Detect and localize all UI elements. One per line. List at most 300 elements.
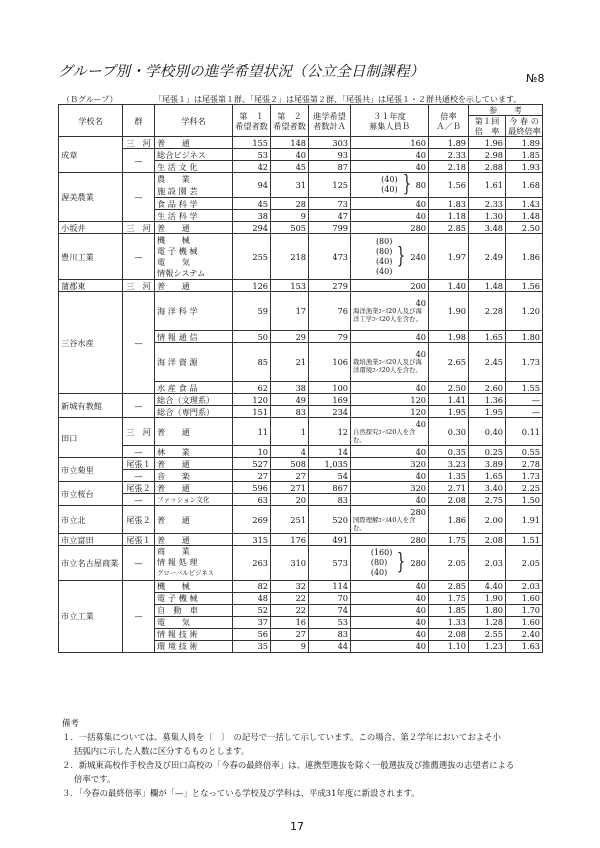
first-round-ratio: 1.48 — [469, 280, 506, 292]
ratio-cell: 2.33 — [429, 149, 469, 161]
total-count: 83 — [309, 494, 351, 506]
second-choice-count: 218 — [271, 234, 309, 280]
first-choice-count: 269 — [233, 506, 271, 534]
header-row — [59, 105, 543, 116]
second-choice-count: 38 — [271, 382, 309, 394]
footer-page-number: 17 — [290, 820, 304, 833]
ratio-cell: 2.18 — [429, 161, 469, 173]
second-choice-count: 83 — [271, 406, 309, 418]
department-name: 機 械 電 子 機 械 電 気 情報システム — [155, 234, 233, 280]
first-choice-count: 27 — [233, 470, 271, 482]
first-choice-count: 11 — [233, 418, 271, 446]
group-cell: 三 河 — [123, 137, 155, 149]
header-ratio: 倍率 Ａ／Ｂ — [429, 105, 469, 137]
capacity-cell: 40 — [351, 592, 429, 604]
final-ratio: 1.20 — [506, 292, 543, 331]
group-cell: — — [123, 580, 155, 652]
total-count: 12 — [309, 418, 351, 446]
ratio-cell: 1.35 — [429, 470, 469, 482]
capacity-cell: 40 — [351, 161, 429, 173]
total-count: 279 — [309, 280, 351, 292]
final-ratio: 2.05 — [506, 546, 543, 581]
capacity-cell: 40 — [351, 494, 429, 506]
total-count: 520 — [309, 506, 351, 534]
school-name: 新城有教館 — [59, 394, 123, 418]
table-row — [59, 494, 543, 506]
first-choice-count: 596 — [233, 482, 271, 494]
ratio-cell: 1.41 — [429, 394, 469, 406]
first-choice-count: 315 — [233, 534, 271, 546]
second-choice-count: 27 — [271, 628, 309, 640]
final-ratio: 1.68 — [506, 173, 543, 198]
header-final-ratio: 今 春 の 最終倍率 — [506, 116, 543, 137]
ratio-cell: 1.95 — [429, 406, 469, 418]
total-count: 14 — [309, 446, 351, 458]
final-ratio: 1.60 — [506, 592, 543, 604]
capacity-cell: 40 — [351, 149, 429, 161]
department-name: 海 洋 資 源 — [155, 343, 233, 382]
second-choice-count: 29 — [271, 331, 309, 343]
second-choice-count: 32 — [271, 580, 309, 592]
second-choice-count: 22 — [271, 604, 309, 616]
final-ratio: — — [506, 406, 543, 418]
ratio-cell: 1.10 — [429, 640, 469, 652]
final-ratio: 1.73 — [506, 343, 543, 382]
total-count: 799 — [309, 222, 351, 234]
table-row — [59, 173, 543, 198]
capacity-cell: 40 — [351, 470, 429, 482]
group-cell: — — [123, 446, 155, 458]
first-round-ratio: 1.65 — [469, 470, 506, 482]
school-name: 市立工業 — [59, 580, 123, 652]
ratio-cell: 1.86 — [429, 506, 469, 534]
first-choice-count: 52 — [233, 604, 271, 616]
second-choice-count: 49 — [271, 394, 309, 406]
first-choice-count: 294 — [233, 222, 271, 234]
capacity-cell: 280 — [351, 534, 429, 546]
first-round-ratio: 2.60 — [469, 382, 506, 394]
ratio-cell: 0.35 — [429, 446, 469, 458]
ratio-cell: 2.85 — [429, 222, 469, 234]
ratio-cell: 1.40 — [429, 280, 469, 292]
second-choice-count: 148 — [271, 137, 309, 149]
capacity-cell: 40 — [351, 446, 429, 458]
department-name: 環 境 技 術 — [155, 640, 233, 652]
first-choice-count: 10 — [233, 446, 271, 458]
header-second-choice: 第 ２ 希望者数 — [271, 105, 309, 137]
group-cell: 尾張２ — [123, 482, 155, 494]
first-choice-count: 120 — [233, 394, 271, 406]
first-round-ratio: 2.03 — [469, 546, 506, 581]
table-row — [59, 137, 543, 149]
first-round-ratio: 2.49 — [469, 234, 506, 280]
total-count: 1,035 — [309, 458, 351, 470]
total-count: 74 — [309, 604, 351, 616]
school-name: 豊川工業 — [59, 234, 123, 280]
second-choice-count: 251 — [271, 506, 309, 534]
final-ratio: 1.48 — [506, 210, 543, 222]
capacity-cell: 40 海洋漁業ｺｰｽ20人及び海洋工学ｺｰｽ20人を含む。 — [351, 292, 429, 331]
final-ratio: 2.03 — [506, 580, 543, 592]
group-cell: — — [123, 494, 155, 506]
capacity-cell: 120 — [351, 394, 429, 406]
total-count: 106 — [309, 343, 351, 382]
school-name: 市立富田 — [59, 534, 123, 546]
table-row — [59, 292, 543, 331]
first-round-ratio: 1.96 — [469, 137, 506, 149]
total-count: 125 — [309, 173, 351, 198]
final-ratio: 2.78 — [506, 458, 543, 470]
department-name: 普 通 — [155, 506, 233, 534]
second-choice-count: 4 — [271, 446, 309, 458]
group-cell: — — [123, 546, 155, 581]
capacity-cell: (160) (80) (40) } 280 — [351, 546, 429, 581]
first-round-ratio: 1.36 — [469, 394, 506, 406]
department-name: ファッション文化 — [155, 494, 233, 506]
first-round-ratio: 1.28 — [469, 616, 506, 628]
first-round-ratio: 1.30 — [469, 210, 506, 222]
group-cell: — — [123, 292, 155, 394]
department-name: 普 通 — [155, 418, 233, 446]
first-round-ratio: 1.95 — [469, 406, 506, 418]
capacity-cell: 40 — [351, 628, 429, 640]
department-name: 総合（専門系） — [155, 406, 233, 418]
first-round-ratio: 1.23 — [469, 640, 506, 652]
remark-1b: 括弧内に示した人数に区分するものとします。 — [74, 746, 250, 756]
second-choice-count: 45 — [271, 161, 309, 173]
first-choice-count: 56 — [233, 628, 271, 640]
first-choice-count: 38 — [233, 210, 271, 222]
remark-1a: １．一括募集については、募集人員を〔 〕 の記号で一括して示しています。この場合、第２学年においておよそ小 — [62, 732, 501, 742]
first-choice-count: 255 — [233, 234, 271, 280]
department-name: 普 通 — [155, 534, 233, 546]
total-count: 473 — [309, 234, 351, 280]
capacity-cell: 280 — [351, 222, 429, 234]
final-ratio: 2.50 — [506, 222, 543, 234]
capacity-cell: 40 — [351, 331, 429, 343]
department-name: 音 楽 — [155, 470, 233, 482]
capacity-cell: 40 栽培漁業ｺｰｽ20人及び海洋環境ｺｰｽ20人を含む。 — [351, 343, 429, 382]
capacity-cell: 120 — [351, 406, 429, 418]
final-ratio: 1.60 — [506, 616, 543, 628]
group-cell: — — [123, 470, 155, 482]
final-ratio: 1.56 — [506, 280, 543, 292]
first-round-ratio: 3.40 — [469, 482, 506, 494]
capacity-cell: 40 — [351, 580, 429, 592]
ratio-cell: 0.30 — [429, 418, 469, 446]
total-count: 76 — [309, 292, 351, 331]
group-cell: 尾張１ — [123, 458, 155, 470]
second-choice-count: 17 — [271, 292, 309, 331]
final-ratio: 1.85 — [506, 149, 543, 161]
ratio-cell: 3.23 — [429, 458, 469, 470]
group-cell: 尾張２ — [123, 506, 155, 534]
second-choice-count: 1 — [271, 418, 309, 446]
ratio-cell: 1.85 — [429, 604, 469, 616]
second-choice-count: 21 — [271, 343, 309, 382]
final-ratio: 1.51 — [506, 534, 543, 546]
capacity-cell: (40) (40) } 80 — [351, 173, 429, 198]
capacity-cell: (80) (80) (40) (40) } 240 — [351, 234, 429, 280]
first-round-ratio: 1.61 — [469, 173, 506, 198]
table-row — [59, 222, 543, 234]
total-count: 573 — [309, 546, 351, 581]
total-count: 87 — [309, 161, 351, 173]
department-name: 水 産 食 品 — [155, 382, 233, 394]
second-choice-count: 28 — [271, 198, 309, 210]
group-cell: 三 河 — [123, 280, 155, 292]
final-ratio: 2.40 — [506, 628, 543, 640]
final-ratio: 1.63 — [506, 640, 543, 652]
table-row — [59, 506, 543, 534]
final-ratio: 1.70 — [506, 604, 543, 616]
capacity-cell: 40 — [351, 640, 429, 652]
ratio-cell: 2.05 — [429, 546, 469, 581]
department-name: 生 活 文 化 — [155, 161, 233, 173]
ratio-cell: 2.50 — [429, 382, 469, 394]
department-name: 生 活 科 学 — [155, 210, 233, 222]
ratio-cell: 1.97 — [429, 234, 469, 280]
first-choice-count: 155 — [233, 137, 271, 149]
capacity-cell: 160 — [351, 137, 429, 149]
table-row — [59, 446, 543, 458]
total-count: 114 — [309, 580, 351, 592]
department-name: 普 通 — [155, 222, 233, 234]
second-choice-count: 505 — [271, 222, 309, 234]
header-first-choice: 第 １ 希望者数 — [233, 105, 271, 137]
first-round-ratio: 0.40 — [469, 418, 506, 446]
group-cell: — — [123, 234, 155, 280]
header-total: 進学希望 者数計Ａ — [309, 105, 351, 137]
ratio-cell: 1.75 — [429, 592, 469, 604]
table-row — [59, 470, 543, 482]
capacity-cell: 320 — [351, 482, 429, 494]
first-round-ratio: 2.00 — [469, 506, 506, 534]
total-count: 491 — [309, 534, 351, 546]
ratio-cell: 2.85 — [429, 580, 469, 592]
final-ratio: 1.50 — [506, 494, 543, 506]
total-count: 54 — [309, 470, 351, 482]
table-row — [59, 234, 543, 280]
first-choice-count: 50 — [233, 331, 271, 343]
total-count: 53 — [309, 616, 351, 628]
department-name: 総合（文理系） — [155, 394, 233, 406]
final-ratio: 2.25 — [506, 482, 543, 494]
subtitle-text: 「尾張１」は尾張第１群、「尾張２」は尾張第２群、「尾張共」は尾張１・２群共通校を示しています。 — [154, 95, 522, 104]
capacity-cell: 280 国際理解ｺｰｽ40人を含む。 — [351, 506, 429, 534]
table-row — [59, 418, 543, 446]
first-round-ratio: 2.33 — [469, 198, 506, 210]
department-name: 総合ビジネス — [155, 149, 233, 161]
group-cell: — — [123, 149, 155, 173]
ratio-cell: 1.90 — [429, 292, 469, 331]
final-ratio: 1.89 — [506, 137, 543, 149]
total-count: 47 — [309, 210, 351, 222]
remark-3: ３．「今春の最終倍率」欄が「—」となっている学校及び学科は、平成31年度に新設されます。 — [62, 788, 420, 798]
department-name: 情 報 通 信 — [155, 331, 233, 343]
ratio-cell: 2.65 — [429, 343, 469, 382]
first-choice-count: 126 — [233, 280, 271, 292]
second-choice-count: 271 — [271, 482, 309, 494]
first-round-ratio: 4.40 — [469, 580, 506, 592]
department-name: 普 通 — [155, 458, 233, 470]
first-choice-count: 62 — [233, 382, 271, 394]
first-round-ratio: 1.65 — [469, 331, 506, 343]
table-row — [59, 534, 543, 546]
total-count: 234 — [309, 406, 351, 418]
second-choice-count: 31 — [271, 173, 309, 198]
remarks-title: 備考 — [62, 718, 79, 728]
second-choice-count: 16 — [271, 616, 309, 628]
second-choice-count: 508 — [271, 458, 309, 470]
group-label: （Ｂグループ） — [62, 95, 118, 104]
table-row — [59, 482, 543, 494]
capacity-cell: 40 — [351, 616, 429, 628]
second-choice-count: 9 — [271, 210, 309, 222]
first-round-ratio: 2.88 — [469, 161, 506, 173]
remarks — [62, 716, 542, 800]
department-name: 農 業 施 設 園 芸 — [155, 173, 233, 198]
department-name: 食 品 科 学 — [155, 198, 233, 210]
first-choice-count: 63 — [233, 494, 271, 506]
total-count: 100 — [309, 382, 351, 394]
first-choice-count: 35 — [233, 640, 271, 652]
ratio-cell: 1.83 — [429, 198, 469, 210]
total-count: 44 — [309, 640, 351, 652]
second-choice-count: 9 — [271, 640, 309, 652]
school-name: 渥美農業 — [59, 173, 123, 222]
final-ratio: 1.80 — [506, 331, 543, 343]
header-gun: 群 — [123, 105, 155, 137]
final-ratio: 0.55 — [506, 446, 543, 458]
remark-2a: ２．新城東高校作手校舎及び田口高校の「今春の最終倍率」は、連携型選抜を除く一般選抜及び推薦選抜の志望者による — [62, 760, 515, 770]
school-name: 小坂井 — [59, 222, 123, 234]
header-dept: 学科名 — [155, 105, 233, 137]
second-choice-count: 22 — [271, 592, 309, 604]
school-name: 蒲郡東 — [59, 280, 123, 292]
school-name: 成章 — [59, 137, 123, 173]
final-ratio: 0.11 — [506, 418, 543, 446]
final-ratio: 1.86 — [506, 234, 543, 280]
department-name: 普 通 — [155, 137, 233, 149]
ratio-cell: 2.08 — [429, 494, 469, 506]
second-choice-count: 27 — [271, 470, 309, 482]
capacity-cell: 40 自然探究ｺｰｽ20人を含む。 — [351, 418, 429, 446]
second-choice-count: 153 — [271, 280, 309, 292]
ratio-cell: 2.08 — [429, 628, 469, 640]
first-round-ratio: 2.75 — [469, 494, 506, 506]
total-count: 867 — [309, 482, 351, 494]
header-capacity: ３１年度 募集人員Ｂ — [351, 105, 429, 137]
department-name: 電 子 機 械 — [155, 592, 233, 604]
second-choice-count: 40 — [271, 149, 309, 161]
school-name: 市立名古屋商業 — [59, 546, 123, 581]
table-row — [59, 394, 543, 406]
group-cell: — — [123, 173, 155, 222]
table-row — [59, 580, 543, 592]
department-name: 機 械 — [155, 580, 233, 592]
department-name: 情 報 技 術 — [155, 628, 233, 640]
first-round-ratio: 2.98 — [469, 149, 506, 161]
capacity-cell: 320 — [351, 458, 429, 470]
ratio-cell: 1.98 — [429, 331, 469, 343]
first-choice-count: 53 — [233, 149, 271, 161]
header-school: 学校名 — [59, 105, 123, 137]
ratio-cell: 1.89 — [429, 137, 469, 149]
department-name: 普 通 — [155, 482, 233, 494]
total-count: 303 — [309, 137, 351, 149]
first-round-ratio: 2.08 — [469, 534, 506, 546]
total-count: 70 — [309, 592, 351, 604]
first-round-ratio: 2.28 — [469, 292, 506, 331]
group-cell: 尾張１ — [123, 534, 155, 546]
header-first-ratio: 第１回 倍 率 — [469, 116, 506, 137]
table-row — [59, 280, 543, 292]
department-name: 自 動 車 — [155, 604, 233, 616]
ratio-cell: 1.18 — [429, 210, 469, 222]
department-name: 普 通 — [155, 280, 233, 292]
first-choice-count: 82 — [233, 580, 271, 592]
school-name: 市立北 — [59, 506, 123, 534]
school-name: 市立菊里 — [59, 458, 123, 482]
first-round-ratio: 1.90 — [469, 592, 506, 604]
first-round-ratio: 0.25 — [469, 446, 506, 458]
final-ratio: 1.73 — [506, 470, 543, 482]
final-ratio: 1.93 — [506, 161, 543, 173]
ratio-cell: 1.56 — [429, 173, 469, 198]
ratio-cell: 2.71 — [429, 482, 469, 494]
second-choice-count: 20 — [271, 494, 309, 506]
admissions-table — [58, 104, 543, 653]
total-count: 83 — [309, 628, 351, 640]
group-cell: 三 河 — [123, 222, 155, 234]
final-ratio: — — [506, 394, 543, 406]
page-title: グループ別・学校別の進学希望状況（公立全日制課程） — [58, 64, 425, 80]
second-choice-count: 310 — [271, 546, 309, 581]
capacity-cell: 40 — [351, 604, 429, 616]
department-name: 電 気 — [155, 616, 233, 628]
first-choice-count: 48 — [233, 592, 271, 604]
first-choice-count: 263 — [233, 546, 271, 581]
final-ratio: 1.43 — [506, 198, 543, 210]
first-choice-count: 151 — [233, 406, 271, 418]
total-count: 169 — [309, 394, 351, 406]
capacity-cell: 40 — [351, 198, 429, 210]
page-number-label: №8 — [526, 72, 545, 85]
second-choice-count: 176 — [271, 534, 309, 546]
first-choice-count: 85 — [233, 343, 271, 382]
ratio-cell: 1.33 — [429, 616, 469, 628]
school-name: 三谷水産 — [59, 292, 123, 394]
first-choice-count: 59 — [233, 292, 271, 331]
total-count: 79 — [309, 331, 351, 343]
remark-2b: 倍率です。 — [74, 774, 116, 784]
first-round-ratio: 1.80 — [469, 604, 506, 616]
first-choice-count: 94 — [233, 173, 271, 198]
first-round-ratio: 2.55 — [469, 628, 506, 640]
header-reference: 参 考 — [469, 105, 543, 116]
capacity-cell: 200 — [351, 280, 429, 292]
school-name: 市立桜台 — [59, 482, 123, 506]
first-choice-count: 37 — [233, 616, 271, 628]
ratio-cell: 1.75 — [429, 534, 469, 546]
total-count: 73 — [309, 198, 351, 210]
capacity-cell: 40 — [351, 382, 429, 394]
first-round-ratio: 3.48 — [469, 222, 506, 234]
group-cell: 三 河 — [123, 418, 155, 446]
group-cell: — — [123, 394, 155, 418]
first-choice-count: 45 — [233, 198, 271, 210]
